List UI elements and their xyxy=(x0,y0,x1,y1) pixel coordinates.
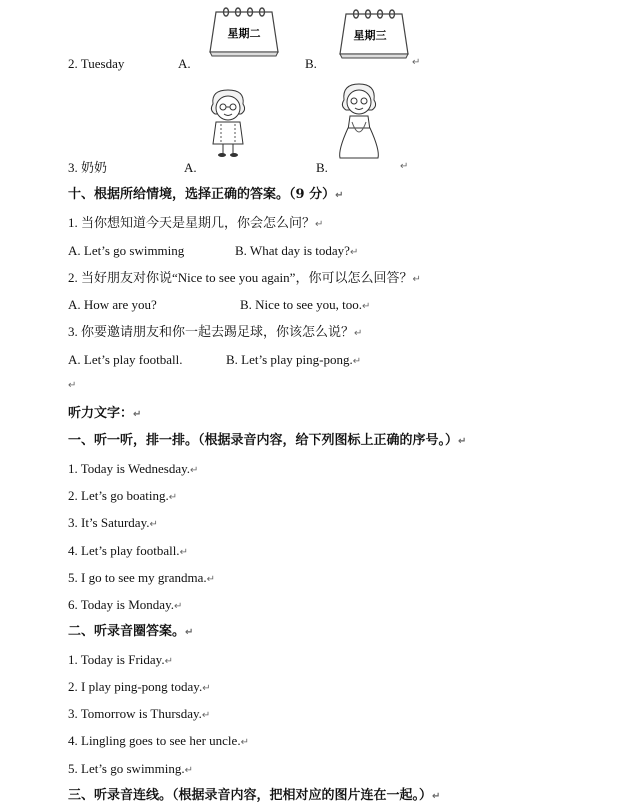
listening-s2-line: 4. Lingling goes to see her uncle.↵ xyxy=(68,733,249,748)
paragraph-mark-icon: ↵ xyxy=(68,380,77,391)
q3-option-b: B. xyxy=(316,160,328,175)
calendar-wednesday-image xyxy=(334,8,412,60)
listening-s1-title: 一、听一听，排一排。（根据录音内容，给下列图标上正确的序号。）↵ xyxy=(68,433,467,448)
listening-s2-title: 二、听录音圈答案。↵ xyxy=(68,624,194,639)
s10-q3-option-a: A. Let’s play football. xyxy=(68,352,183,367)
s10-q1: 1. 当你想知道今天是星期几，你会怎么问？↵ xyxy=(68,215,324,230)
listening-s1-line: 3. It’s Saturday.↵ xyxy=(68,515,158,530)
listening-s2-line: 3. Tomorrow is Thursday.↵ xyxy=(68,706,211,721)
listening-title: 听力文字：↵ xyxy=(68,406,142,421)
grandma-figure-b-image xyxy=(334,80,384,162)
q3-number: 3. 奶奶 xyxy=(68,160,108,175)
q2-option-a: A. xyxy=(178,56,191,71)
q2-number: 2. Tuesday xyxy=(68,56,125,71)
q3-option-a: A. xyxy=(184,160,197,175)
listening-s3-title: 三、听录音连线。（根据录音内容，把相对应的图片连在一起。）↵ xyxy=(68,788,441,803)
listening-s1-line: 6. Today is Monday.↵ xyxy=(68,597,183,612)
listening-s1-line: 1. Today is Wednesday.↵ xyxy=(68,461,199,476)
section-10-title: 十、根据所给情境，选择正确的答案。（9 分）↵ xyxy=(68,187,344,202)
s10-q2-option-a: A. How are you? xyxy=(68,297,157,312)
listening-s2-line: 2. I play ping-pong today.↵ xyxy=(68,679,211,694)
paragraph-mark-icon: ↵ xyxy=(400,161,409,172)
calendar-tuesday-image xyxy=(204,6,282,58)
listening-s1-line: 5. I go to see my grandma.↵ xyxy=(68,570,216,585)
listening-s2-line: 5. Let’s go swimming.↵ xyxy=(68,761,194,776)
grandma-figure-a-image xyxy=(203,86,253,158)
listening-s1-line: 4. Let’s play football.↵ xyxy=(68,543,188,558)
s10-q2: 2. 当好朋友对你说“Nice to see you again”，你可以怎么回答？↵ xyxy=(68,270,421,285)
calendar-a-label: 星期二 xyxy=(227,27,261,40)
s10-q1-option-b: B. What day is today?↵ xyxy=(235,243,359,258)
s10-q1-option-a: A. Let’s go swimming xyxy=(68,243,185,258)
calendar-b-label: 星期三 xyxy=(353,29,387,42)
s10-q2-option-b: B. Nice to see you, too.↵ xyxy=(240,297,371,312)
listening-s2-line: 1. Today is Friday.↵ xyxy=(68,652,173,667)
paragraph-mark-icon: ↵ xyxy=(412,57,421,68)
q2-option-b: B. xyxy=(305,56,317,71)
s10-q3: 3. 你要邀请朋友和你一起去踢足球，你该怎么说？↵ xyxy=(68,324,363,339)
listening-s1-line: 2. Let’s go boating.↵ xyxy=(68,488,178,503)
s10-q3-option-b: B. Let’s play ping-pong.↵ xyxy=(226,352,362,367)
